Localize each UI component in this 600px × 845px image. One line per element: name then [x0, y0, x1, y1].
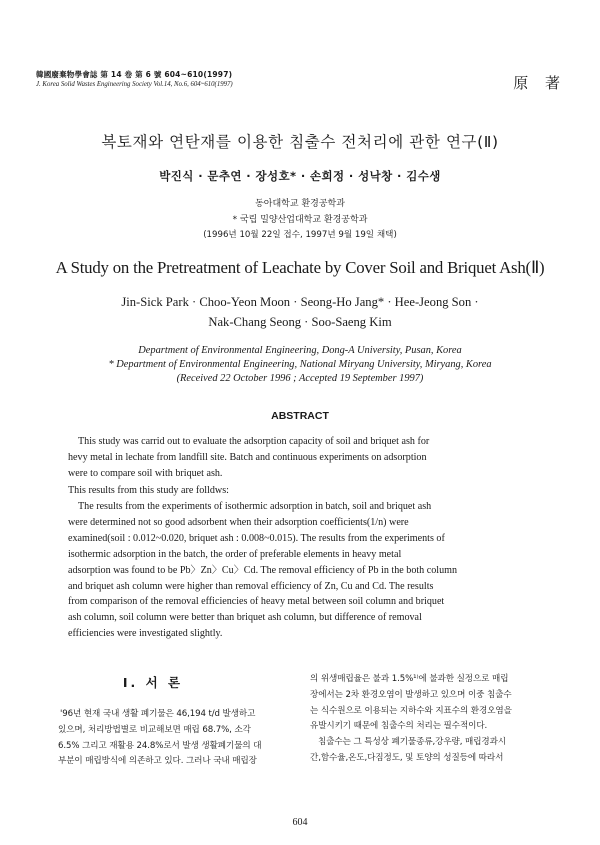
body-line: 는 식수원으로 이용되는 지하수와 지표수의 환경오염을 — [310, 705, 512, 716]
abstract-line: ash column, soil column were better than briquet ash column, but difference of removal — [68, 612, 422, 624]
abstract-line: efficiencies were investigated slightly. — [68, 628, 223, 640]
journal-header — [36, 70, 566, 90]
received-date-korean: (1996년 10월 22일 접수, 1997년 9월 19일 채택) — [203, 230, 397, 240]
page-number: 604 — [292, 817, 308, 828]
body-column-right — [310, 672, 560, 767]
article-type-badge: 原 著 — [513, 74, 566, 92]
journal-title-korean: 韓國廢棄物學會誌 第 14 卷 第 6 號 604~610(1997) — [36, 70, 233, 79]
paper-title-korean: 복토재와 연탄재를 이용한 침출수 전처리에 관한 연구(Ⅱ) — [101, 133, 499, 151]
body-line: 의 위생매립율은 불과 1.5%¹⁾에 불과한 실정으로 매립 — [310, 674, 509, 684]
body-line: 침출수는 그 특성상 폐기물종류,강우량, 매립경과시 — [318, 737, 507, 748]
abstract-line: This study was carrid out to evaluate the adsorption capacity of soil and briquet ash for — [78, 436, 430, 447]
body-line: 6.5% 그리고 재활용 24.8%로서 발생 생활폐기물의 대 — [58, 740, 262, 751]
affiliation-english-2: * Department of Environmental Engineering, National Miryang University, Miryang, Korea — [108, 359, 492, 370]
abstract-line: from comparison of the removal efficiencies of heavy metal between soil column and briquet — [68, 596, 445, 608]
abstract-line: isothermic adsorption in the batch, the order of preferable elements in heavy metal — [68, 548, 402, 560]
received-date-english: (Received 22 October 1996 ; Accepted 19 September 1997) — [176, 373, 424, 384]
abstract-line: examined(soil : 0.012~0.020, briquet ash : 0.008~0.015). The results from the experiments of — [68, 532, 445, 544]
abstract-paragraph-1 — [68, 434, 530, 482]
affiliation-korean-2: * 국립 밀양산업대학교 환경공학과 — [232, 215, 368, 225]
abstract-line: and briquet ash column were higher than removal efficiency of Zn, Cu and Cd. The results — [68, 580, 434, 592]
body-line: 부분이 매립방식에 의존하고 있다. 그러나 국내 매립장 — [58, 756, 257, 767]
abstract-heading: ABSTRACT — [271, 410, 329, 422]
affiliation-korean-1: 동아대학교 환경공학과 — [255, 199, 345, 209]
paper-title-english: A Study on the Pretreatment of Leachate by Cover Soil and Briquet Ash(Ⅱ) — [55, 258, 545, 277]
abstract-line: adsorption was found to be Pb〉Zn〉Cu〉Cd. The removal efficiency of Pb in the both column — [68, 564, 458, 576]
body-line: 간,함수율,온도,다짐정도, 및 토양의 성질등에 따라서 — [310, 752, 504, 763]
abstract-line: This results from this study are folldws: — [68, 485, 229, 496]
body-column-left — [58, 707, 298, 770]
journal-title-english: J. Korea Solid Wastes Engineering Society Vol.14, No.6, 604~610(1997) — [36, 81, 233, 88]
authors-korean: 박진식 · 문추연 · 장성호* · 손희정 · 성낙창 · 김수생 — [159, 169, 441, 183]
body-line: '96년 현재 국내 생활 폐기물은 46,194 t/d 발생하고 — [60, 709, 256, 719]
abstract-line: The results from the experiments of isothermic adsorption in batch, soil and briquet ash — [78, 501, 432, 512]
body-line: 있으며, 처리방법별로 비교해보면 매립 68.7%, 소각 — [58, 724, 251, 735]
authors-english-line-1: Jin-Sick Park · Choo-Yeon Moon · Seong-Ho Jang* · Hee-Jeong Son · — [121, 295, 479, 309]
abstract-paragraph-3 — [68, 499, 530, 642]
body-line: 장에서는 2차 환경오염이 발생하고 있으며 이중 침출수 — [310, 689, 512, 700]
abstract-paragraph-2 — [68, 483, 530, 499]
abstract-line: hevy metal in lechate from landfill site. Batch and continuous experiments on adsorption — [68, 451, 427, 463]
body-line: 유발시키기 때문에 침출수의 처리는 필수적이다. — [310, 721, 488, 732]
affiliation-english-1: Department of Environmental Engineering, Dong-A University, Pusan, Korea — [138, 345, 462, 356]
abstract-line: were determined not so good adsorbent when their adsorption coefficients(1/n) were — [68, 516, 409, 528]
authors-english-line-2: Nak-Chang Seong · Soo-Saeng Kim — [208, 315, 392, 329]
abstract-line: were to compare soil with briquet ash. — [68, 467, 223, 479]
section-title-introduction: Ⅰ. 서 론 — [122, 675, 184, 690]
